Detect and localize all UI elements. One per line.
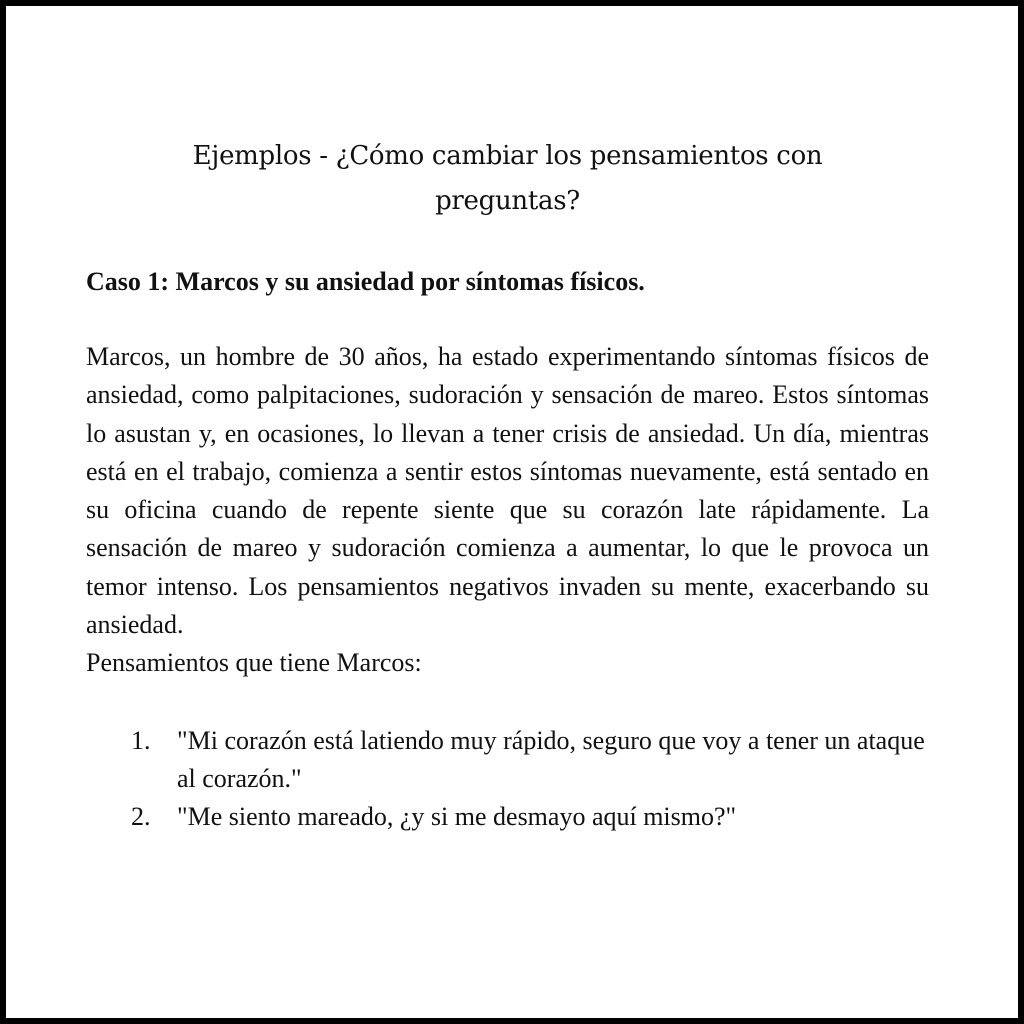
- case-description-paragraph: Marcos, un hombre de 30 años, ha estado experimentando síntomas físicos de ansiedad, como palpitaciones, sudoración y sensación de mareo. Estos síntomas lo asustan y, en ocasiones, lo llevan a tener crisis de ansiedad. Un día, mientras está en el trabajo, comienza a sentir estos síntomas nuevamente, está sentado en su oficina cuando de repente siente que su corazón late rápidamente. La sensación de mareo y sudoración comienza a aumentar, lo que le provoca un temor intenso. Los pensamientos negativos invaden su mente, exacerbando su ansiedad.: [86, 342, 929, 640]
- thought-list-item: [86, 798, 929, 836]
- list-item-text: "Mi corazón está latiendo muy rápido, seguro que voy a tener un ataque al corazón.": [177, 725, 925, 793]
- case-heading: Caso 1: Marcos y su ansiedad por síntomas físicos.: [86, 267, 645, 296]
- thoughts-lead-line: Pensamientos que tiene Marcos:: [86, 648, 422, 678]
- document-title: Ejemplos - ¿Cómo cambiar los pensamientos con preguntas?: [192, 141, 823, 216]
- thoughts-list: [86, 722, 929, 837]
- list-item-number: 2.: [131, 802, 151, 832]
- document-content: [86, 134, 929, 837]
- list-item-text: "Me siento mareado, ¿y si me desmayo aquí mismo?": [177, 802, 737, 832]
- list-item-number: 1.: [131, 725, 151, 755]
- thought-list-item: [86, 722, 929, 799]
